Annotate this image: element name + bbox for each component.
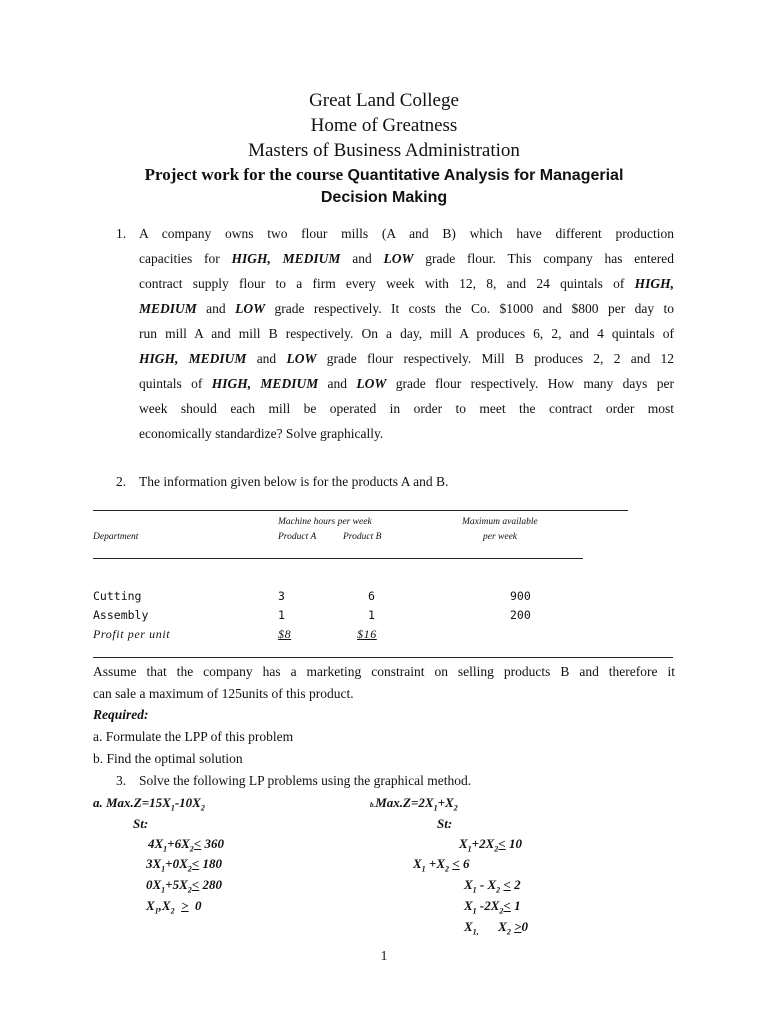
table-cell-max-cutting: 900 <box>510 589 531 603</box>
table-cell-a-assembly: 1 <box>278 608 285 622</box>
table-header-product-a: Product A <box>278 532 317 542</box>
table-cell-b-cutting: 6 <box>368 589 375 603</box>
q3b-constraint-4: $X_1$ $-2X_2< 1$ <box>464 898 521 916</box>
q3b-nonnegativity: $X_{1,}$ $X_2 >0$ <box>464 919 529 937</box>
table-header-maximum-available: Maximum available <box>462 517 538 527</box>
q3a-subject-to: St: <box>133 816 149 831</box>
page-number: 1 <box>380 948 388 963</box>
q3a-objective: a. $Max.Z=15X_1-10X_2$ <box>93 795 205 813</box>
q1-body <box>139 221 674 446</box>
college-motto: Home of Greatness <box>310 115 458 136</box>
q1-line: contract supply flour to a firm every week with 12, 8, and 24 quintals of HIGH, <box>139 276 674 291</box>
q3a-constraint-1: $4X_1+6X_2< 360$ <box>148 836 224 854</box>
q1-number: 1. <box>116 226 127 241</box>
q1-emphasis: LOW <box>286 351 317 366</box>
q1-emphasis: LOW <box>383 251 414 266</box>
q2-required-a: a. Formulate the LPP of this problem <box>93 729 294 744</box>
q1-emphasis: HIGH, <box>634 276 674 291</box>
q1-emphasis: LOW <box>356 376 387 391</box>
q2-assumption-line-2: can sale a maximum of 125units of this product. <box>93 686 354 701</box>
college-name: Great Land College <box>309 90 459 111</box>
q1-emphasis: LOW <box>235 301 266 316</box>
q1-line: economically standardize? Solve graphically. <box>139 426 384 441</box>
table-cell-profit-b: $16 <box>357 627 377 641</box>
table-header-rule <box>93 558 583 559</box>
course-prefix: Project work for the course <box>144 165 348 184</box>
course-title-line-2: Decision Making <box>320 189 448 206</box>
table-header-per-week: per week <box>483 532 518 542</box>
q1-line: A company owns two flour mills (A and B) which have different production <box>139 226 674 241</box>
course-title-line-1 <box>0 165 768 185</box>
q3b-objective: $b.Max.Z=2X_1+X_2$ <box>370 795 458 813</box>
table-cell-profit-a: $8 <box>278 627 292 641</box>
table-bottom-rule <box>93 657 673 658</box>
table-cell-dept-assembly: Assembly <box>93 608 149 622</box>
table-header-product-b: Product B <box>343 532 382 542</box>
table-header-machine-hours: Machine hours per week <box>278 517 372 527</box>
course-name-part-1: Quantitative Analysis for Managerial <box>347 167 624 184</box>
q2-required-b: b. Find the optimal solution <box>93 751 243 766</box>
q3b-constraint-2: $X_1 +X_2 < 6$ <box>413 856 470 874</box>
q2-assumption-line-1: Assume that the company has a marketing constraint on selling products B and therefore it <box>93 664 675 679</box>
q3-intro: Solve the following LP problems using the graphical method. <box>139 773 472 788</box>
q3a-constraint-2: $3X_1+0X_2< 180$ <box>146 856 222 874</box>
q1-line: MEDIUM and LOW grade respectively. It costs the Co. $1000 and $800 per day to <box>139 301 674 316</box>
q3b-subject-to: St: <box>437 816 453 831</box>
q1-emphasis: HIGH, MEDIUM <box>211 376 319 391</box>
table-cell-a-cutting: 3 <box>278 589 285 603</box>
q3-number: 3. <box>116 773 127 788</box>
q1-emphasis: HIGH, MEDIUM <box>231 251 341 266</box>
q3a-nonnegativity: $X_1,X_2 > 0$ <box>146 898 202 916</box>
q3a-constraint-3: $0X_1+5X_2< 280$ <box>146 877 222 895</box>
table-header-department: Department <box>93 532 139 542</box>
q1-line: week should each mill be operated in order to meet the contract order most <box>139 401 674 416</box>
table-cell-max-assembly: 200 <box>510 608 531 622</box>
q3b-constraint-1: $X_1+2X_2< 10$ <box>459 836 522 854</box>
table-cell-profit-label: Profit per unit <box>93 627 171 641</box>
q1-line: capacities for HIGH, MEDIUM and LOW grade flour. This company has entered <box>139 251 674 266</box>
q2-required-heading: Required: <box>93 707 149 722</box>
q1-line: run mill A and mill B respectively. On a day, mill A produces 6, 2, and 4 quintals of <box>139 326 674 341</box>
q1-line: quintals of HIGH, MEDIUM and LOW grade flour respectively. How many days per <box>139 376 674 391</box>
table-cell-dept-cutting: Cutting <box>93 589 142 603</box>
q3b-constraint-3: $X_1 - X_2 < 2$ <box>464 877 521 895</box>
q2-intro: The information given below is for the products A and B. <box>139 474 449 489</box>
q1-emphasis: MEDIUM <box>139 301 197 316</box>
table-top-rule <box>93 510 628 511</box>
table-cell-b-assembly: 1 <box>368 608 375 622</box>
program-title: Masters of Business Administration <box>248 140 520 161</box>
q1-emphasis: HIGH, MEDIUM <box>139 351 247 366</box>
q2-number: 2. <box>116 474 127 489</box>
q1-line: HIGH, MEDIUM and LOW grade flour respectively. Mill B produces 2, 2 and 12 <box>139 351 674 366</box>
